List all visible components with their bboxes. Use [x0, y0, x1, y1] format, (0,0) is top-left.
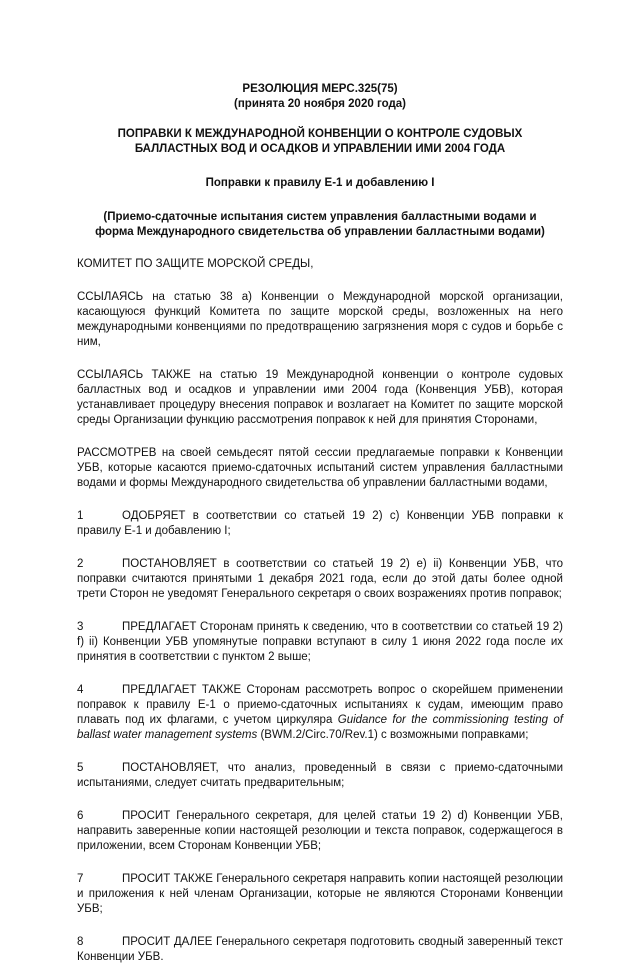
paragraph-number: 3: [77, 621, 84, 633]
circular-title: Guidance for the commissioning testing of ballast water management systems: [77, 714, 563, 741]
operative-paragraph-4: [77, 683, 563, 743]
subject-line-1: (Приемо-сдаточные испытания систем управления балластными водами и: [103, 211, 537, 223]
paragraph-number: 2: [77, 558, 84, 570]
document-subtitle: Поправки к правилу E-1 и добавлению I: [205, 177, 435, 189]
preamble-paragraph-3: РАССМОТРЕВ на своей семьдесят пятой сессии предлагаемые поправки к Конвенции УБВ, которые касаются приемо-сдаточных испытаний систем управления балластными водами и формы Международного свидетельства об управлении балластными водами,: [77, 447, 563, 489]
paragraph-text: ПРОСИТ Генерального секретаря, для целей статьи 19 2) d) Конвенции УБВ, направить заверенные копии настоящей резолюции и текста поправок, содержащегося в приложении, всем Сторонам Конвенции УБВ;: [77, 810, 563, 852]
paragraph-text: ПРЕДЛАГАЕТ ТАКЖЕ Сторонам рассмотреть вопрос о скорейшем применении поправок к правилу E-1 о приемо-сдаточных испытаниях к судам, имеющим право плавать под их флагами, с учетом циркуляра: [77, 684, 563, 726]
paragraph-number: 4: [77, 684, 84, 696]
paragraph-number: 6: [77, 810, 84, 822]
paragraph-number: 1: [77, 510, 84, 522]
paragraph-text: ОДОБРЯЕТ в соответствии со статьей 19 2) c) Конвенции УБВ поправки к правилу E-1 и добавлению I;: [77, 510, 563, 537]
document-title-line-1: ПОПРАВКИ К МЕЖДУНАРОДНОЙ КОНВЕНЦИИ О КОНТРОЛЕ СУДОВЫХ: [117, 128, 523, 140]
operative-paragraph-7: [77, 872, 563, 917]
operative-paragraph-6: [77, 809, 563, 854]
document-title-line-2: БАЛЛАСТНЫХ ВОД И ОСАДКОВ И УПРАВЛЕНИИ ИМИ 2004 ГОДА: [134, 143, 506, 155]
operative-paragraph-3: [77, 620, 563, 665]
operative-paragraph-8: [77, 935, 563, 965]
paragraph-text-end: (BWM.2/Circ.70/Rev.1) с возможными поправками;: [257, 729, 529, 741]
resolution-number: РЕЗОЛЮЦИЯ MEPC.325(75): [242, 83, 398, 95]
paragraph-number: 5: [77, 762, 84, 774]
paragraph-number: 7: [77, 873, 84, 885]
operative-paragraph-1: [77, 509, 563, 539]
paragraph-text: ПРЕДЛАГАЕТ Сторонам принять к сведению, что в соответствии со статьей 19 2) f) ii) Конвенции УБВ упомянутые поправки вступают в силу 1 июня 2022 года после их принятия в соответствии с пунктом 2 выше;: [77, 621, 563, 663]
preamble-paragraph-1: ССЫЛАЯСЬ на статью 38 a) Конвенции о Международной морской организации, касающуюся функций Комитета по защите морской среды, возложенных на него международными конвенциями по предотвращению загрязнения моря с судов и борьбе с ним,: [77, 291, 563, 348]
preamble-paragraph-2: ССЫЛАЯСЬ ТАКЖЕ на статью 19 Международной конвенции о контроле судовых балластных вод и осадков и управлении ими 2004 года (Конвенция УБВ), которая устанавливает процедуру внесения поправок и возлагает на Комитет по защите морской среды Организации функцию рассмотрения поправок к ней для принятия Сторонами,: [77, 369, 563, 426]
operative-paragraph-2: [77, 557, 563, 602]
paragraph-text: ПРОСИТ ТАКЖЕ Генерального секретаря направить копии настоящей резолюции и приложения к ней членам Организации, которые не являются Сторонами Конвенции УБВ;: [77, 873, 563, 915]
paragraph-text: ПОСТАНОВЛЯЕТ, что анализ, проведенный в связи с приемо-сдаточными испытаниями, следует считать предварительным;: [77, 762, 563, 789]
operative-paragraph-5: [77, 761, 563, 791]
committee-heading: КОМИТЕТ ПО ЗАЩИТЕ МОРСКОЙ СРЕДЫ,: [77, 258, 314, 270]
document-body: [77, 82, 563, 977]
paragraph-number: 8: [77, 936, 84, 948]
subject-line-2: форма Международного свидетельства об управлении балластными водами): [95, 226, 545, 238]
paragraph-text: ПРОСИТ ДАЛЕЕ Генерального секретаря подготовить сводный заверенный текст Конвенции УБВ.: [77, 936, 563, 963]
paragraph-text: ПОСТАНОВЛЯЕТ в соответствии со статьей 19 2) e) ii) Конвенции УБВ, что поправки считаются принятыми 1 декабря 2021 года, если до этой даты более одной трети Сторон не уведомят Генерального секретаря о своих возражениях против поправок;: [77, 558, 563, 600]
adoption-date: (принята 20 ноября 2020 года): [234, 98, 406, 110]
